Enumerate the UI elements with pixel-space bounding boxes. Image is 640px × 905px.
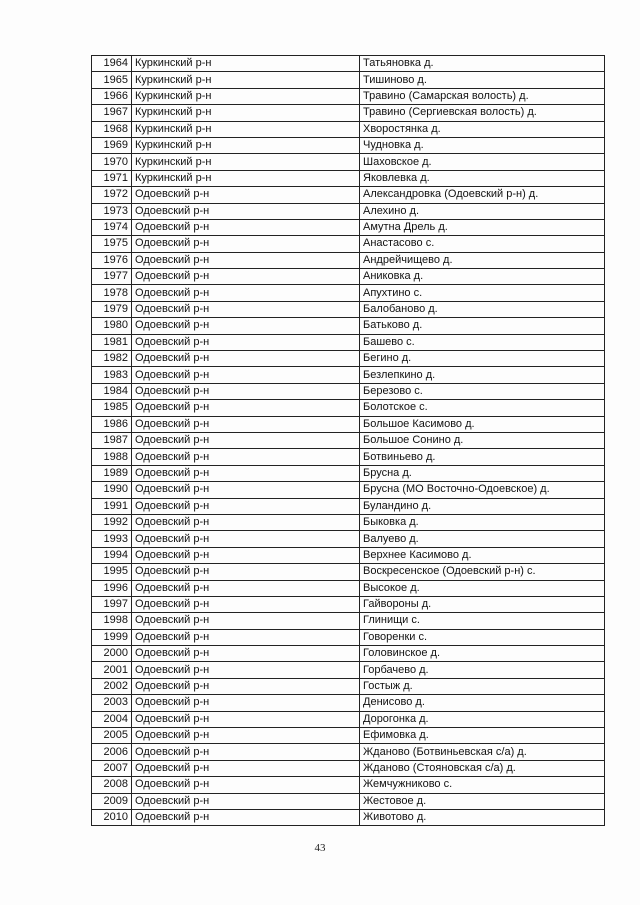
settlement-cell: Головинское д. (360, 646, 605, 662)
row-number: 2003 (92, 695, 132, 711)
table-row (92, 56, 605, 72)
district-cell: Одоевский р-н (132, 416, 360, 432)
table-row (92, 809, 605, 825)
district-cell: Одоевский р-н (132, 236, 360, 252)
settlement-cell: Жестовое д. (360, 793, 605, 809)
settlement-cell: Жемчужниково с. (360, 777, 605, 793)
district-cell: Одоевский р-н (132, 531, 360, 547)
table-row (92, 613, 605, 629)
row-number: 1973 (92, 203, 132, 219)
row-number: 2005 (92, 728, 132, 744)
row-number: 1966 (92, 88, 132, 104)
settlement-cell: Амутна Дрель д. (360, 219, 605, 235)
settlement-cell: Яковлевка д. (360, 170, 605, 186)
settlement-cell: Шаховское д. (360, 154, 605, 170)
district-cell: Одоевский р-н (132, 465, 360, 481)
settlement-cell: Воскресенское (Одоевский р-н) с. (360, 564, 605, 580)
row-number: 1979 (92, 301, 132, 317)
district-cell: Одоевский р-н (132, 580, 360, 596)
table-row (92, 793, 605, 809)
table-row (92, 482, 605, 498)
settlement-cell: Быковка д. (360, 514, 605, 530)
row-number: 1982 (92, 351, 132, 367)
district-cell: Одоевский р-н (132, 744, 360, 760)
settlement-cell: Брусна д. (360, 465, 605, 481)
row-number: 1991 (92, 498, 132, 514)
settlement-cell: Башево с. (360, 334, 605, 350)
district-cell: Одоевский р-н (132, 367, 360, 383)
table-row (92, 154, 605, 170)
row-number: 2002 (92, 678, 132, 694)
row-number: 1998 (92, 613, 132, 629)
table-row (92, 121, 605, 137)
district-cell: Одоевский р-н (132, 449, 360, 465)
district-cell: Одоевский р-н (132, 760, 360, 776)
row-number: 1972 (92, 187, 132, 203)
row-number: 2001 (92, 662, 132, 678)
row-number: 1970 (92, 154, 132, 170)
page-number: 43 (314, 842, 326, 854)
district-cell: Одоевский р-н (132, 777, 360, 793)
settlement-cell: Александровка (Одоевский р-н) д. (360, 187, 605, 203)
settlement-cell: Валуево д. (360, 531, 605, 547)
table-row (92, 416, 605, 432)
settlement-cell: Татьяновка д. (360, 56, 605, 72)
settlement-cell: Денисово д. (360, 695, 605, 711)
row-number: 1981 (92, 334, 132, 350)
row-number: 1992 (92, 514, 132, 530)
district-cell: Одоевский р-н (132, 334, 360, 350)
settlement-cell: Буландино д. (360, 498, 605, 514)
district-cell: Одоевский р-н (132, 432, 360, 448)
settlement-cell: Большое Касимово д. (360, 416, 605, 432)
table-row (92, 744, 605, 760)
district-cell: Одоевский р-н (132, 613, 360, 629)
table-row (92, 367, 605, 383)
district-cell: Одоевский р-н (132, 203, 360, 219)
row-number: 1996 (92, 580, 132, 596)
row-number: 1969 (92, 137, 132, 153)
settlement-cell: Бегино д. (360, 351, 605, 367)
table-row (92, 72, 605, 88)
row-number: 1995 (92, 564, 132, 580)
table-row (92, 449, 605, 465)
settlement-cell: Большое Сонино д. (360, 432, 605, 448)
district-cell: Одоевский р-н (132, 678, 360, 694)
table-row (92, 285, 605, 301)
district-cell: Одоевский р-н (132, 547, 360, 563)
district-cell: Куркинский р-н (132, 137, 360, 153)
table-row (92, 514, 605, 530)
settlement-cell: Болотское с. (360, 400, 605, 416)
row-number: 2006 (92, 744, 132, 760)
settlement-cell: Верхнее Касимово д. (360, 547, 605, 563)
table-row (92, 318, 605, 334)
district-cell: Одоевский р-н (132, 252, 360, 268)
table-row (92, 646, 605, 662)
table-row (92, 269, 605, 285)
settlement-cell: Аниковка д. (360, 269, 605, 285)
settlement-cell: Андрейчищево д. (360, 252, 605, 268)
table-row (92, 301, 605, 317)
settlement-cell: Хворостянка д. (360, 121, 605, 137)
table-row (92, 760, 605, 776)
row-number: 1974 (92, 219, 132, 235)
table-row (92, 662, 605, 678)
settlement-cell: Травино (Сергиевская волость) д. (360, 105, 605, 121)
settlement-cell: Алехино д. (360, 203, 605, 219)
district-cell: Одоевский р-н (132, 269, 360, 285)
settlement-cell: Говоренки с. (360, 629, 605, 645)
table-row (92, 383, 605, 399)
settlement-cell: Безлепкино д. (360, 367, 605, 383)
table-row (92, 596, 605, 612)
row-number: 1987 (92, 432, 132, 448)
district-cell: Одоевский р-н (132, 809, 360, 825)
table-row (92, 236, 605, 252)
settlement-cell: Чудновка д. (360, 137, 605, 153)
row-number: 1993 (92, 531, 132, 547)
table-row (92, 351, 605, 367)
district-cell: Одоевский р-н (132, 793, 360, 809)
row-number: 1977 (92, 269, 132, 285)
row-number: 1983 (92, 367, 132, 383)
table-row (92, 105, 605, 121)
table-row (92, 531, 605, 547)
row-number: 1990 (92, 482, 132, 498)
table-row (92, 88, 605, 104)
table-row (92, 695, 605, 711)
row-number: 1989 (92, 465, 132, 481)
row-number: 1978 (92, 285, 132, 301)
settlement-cell: Тишиново д. (360, 72, 605, 88)
row-number: 1965 (92, 72, 132, 88)
district-cell: Одоевский р-н (132, 301, 360, 317)
district-cell: Куркинский р-н (132, 170, 360, 186)
row-number: 1988 (92, 449, 132, 465)
table-row (92, 465, 605, 481)
settlement-cell: Ботвиньево д. (360, 449, 605, 465)
district-cell: Куркинский р-н (132, 88, 360, 104)
table-row (92, 728, 605, 744)
table-row (92, 170, 605, 186)
district-cell: Одоевский р-н (132, 728, 360, 744)
settlement-cell: Животово д. (360, 809, 605, 825)
district-cell: Одоевский р-н (132, 629, 360, 645)
settlement-cell: Апухтино с. (360, 285, 605, 301)
table-row (92, 498, 605, 514)
district-cell: Одоевский р-н (132, 482, 360, 498)
table-row (92, 580, 605, 596)
settlement-cell: Брусна (МО Восточно-Одоевское) д. (360, 482, 605, 498)
table-row (92, 334, 605, 350)
row-number: 1980 (92, 318, 132, 334)
row-number: 1976 (92, 252, 132, 268)
district-cell: Куркинский р-н (132, 154, 360, 170)
settlement-cell: Горбачево д. (360, 662, 605, 678)
settlement-cell: Балобаново д. (360, 301, 605, 317)
table-row (92, 137, 605, 153)
table-row (92, 547, 605, 563)
district-cell: Одоевский р-н (132, 662, 360, 678)
row-number: 1967 (92, 105, 132, 121)
table-row (92, 252, 605, 268)
settlement-cell: Жданово (Стояновская с/а) д. (360, 760, 605, 776)
settlement-cell: Высокое д. (360, 580, 605, 596)
settlements-table (91, 55, 605, 826)
district-cell: Одоевский р-н (132, 498, 360, 514)
row-number: 1994 (92, 547, 132, 563)
district-cell: Одоевский р-н (132, 400, 360, 416)
district-cell: Одоевский р-н (132, 318, 360, 334)
table-row (92, 400, 605, 416)
row-number: 1999 (92, 629, 132, 645)
row-number: 1986 (92, 416, 132, 432)
district-cell: Одоевский р-н (132, 695, 360, 711)
district-cell: Куркинский р-н (132, 121, 360, 137)
row-number: 1975 (92, 236, 132, 252)
district-cell: Одоевский р-н (132, 711, 360, 727)
district-cell: Одоевский р-н (132, 514, 360, 530)
table-row (92, 187, 605, 203)
row-number: 2009 (92, 793, 132, 809)
row-number: 1964 (92, 56, 132, 72)
table-row (92, 678, 605, 694)
district-cell: Одоевский р-н (132, 219, 360, 235)
settlement-cell: Ефимовка д. (360, 728, 605, 744)
district-cell: Одоевский р-н (132, 383, 360, 399)
table-row (92, 432, 605, 448)
row-number: 2000 (92, 646, 132, 662)
settlement-cell: Березово с. (360, 383, 605, 399)
row-number: 1985 (92, 400, 132, 416)
table-row (92, 564, 605, 580)
district-cell: Куркинский р-н (132, 56, 360, 72)
district-cell: Одоевский р-н (132, 596, 360, 612)
row-number: 2010 (92, 809, 132, 825)
settlement-cell: Батьково д. (360, 318, 605, 334)
row-number: 1968 (92, 121, 132, 137)
settlement-cell: Гайвороны д. (360, 596, 605, 612)
settlement-cell: Глинищи с. (360, 613, 605, 629)
district-cell: Одоевский р-н (132, 187, 360, 203)
district-cell: Одоевский р-н (132, 564, 360, 580)
settlement-cell: Анастасово с. (360, 236, 605, 252)
district-cell: Одоевский р-н (132, 351, 360, 367)
row-number: 2007 (92, 760, 132, 776)
district-cell: Куркинский р-н (132, 105, 360, 121)
table-row (92, 203, 605, 219)
row-number: 1997 (92, 596, 132, 612)
table-row (92, 777, 605, 793)
settlement-cell: Гостыж д. (360, 678, 605, 694)
district-cell: Одоевский р-н (132, 646, 360, 662)
table-row (92, 711, 605, 727)
row-number: 2004 (92, 711, 132, 727)
row-number: 1971 (92, 170, 132, 186)
settlement-cell: Дорогонка д. (360, 711, 605, 727)
table-row (92, 629, 605, 645)
settlement-cell: Травино (Самарская волость) д. (360, 88, 605, 104)
table-row (92, 219, 605, 235)
table-body (92, 56, 605, 826)
district-cell: Одоевский р-н (132, 285, 360, 301)
row-number: 1984 (92, 383, 132, 399)
district-cell: Куркинский р-н (132, 72, 360, 88)
settlement-cell: Жданово (Ботвиньевская с/а) д. (360, 744, 605, 760)
row-number: 2008 (92, 777, 132, 793)
